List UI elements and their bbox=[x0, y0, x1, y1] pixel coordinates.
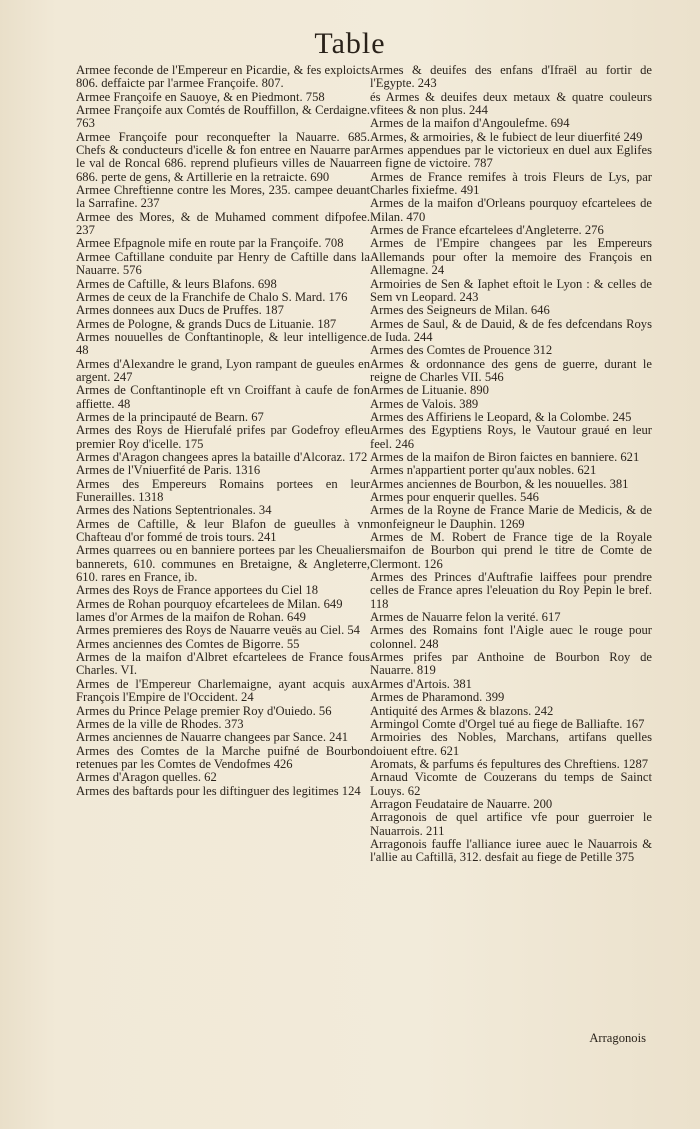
index-entry: Armes des Romains font l'Aigle auec le rouge pour colonnel. 248 bbox=[370, 623, 652, 651]
index-entry: Armes de la principauté de Bearn. 67 bbox=[76, 409, 264, 424]
index-entry: Armes d'Aragon changees apres la bataille d'Alcoraz. 172 bbox=[76, 449, 368, 464]
index-entry: Armes de Caftille, & leur Blafon de gueulles à vn Chafteau d'or fommé de trois tours. 241 bbox=[76, 516, 370, 545]
index-entry: Arragonois fauffe l'alliance iuree auec le Nauarrois & l'allie au Caftillā, 312. desfait au fiege de Petille 375 bbox=[370, 836, 652, 865]
index-entry: Armes pour enquerir quelles. 546 bbox=[370, 490, 539, 504]
index-entry: Armes de l'Empereur Charlemaigne, ayant acquis aux François l'Empire de l'Occident. 24 bbox=[76, 676, 370, 705]
index-entry: Armes de Rohan pourquoy efcartelees de Milan. 649 bbox=[76, 596, 343, 611]
index-entry: Armoiries des Nobles, Marchans, artifans quelles doiuent eftre. 621 bbox=[370, 730, 652, 758]
index-entry: Armes d'Alexandre le grand, Lyon rampant de gueules en argent. 247 bbox=[76, 356, 370, 384]
index-entry: lames d'or Armes de la maifon de Rohan. 649 bbox=[76, 610, 306, 625]
index-entry: Armes des Egyptiens Roys, le Vautour graué en leur feel. 246 bbox=[370, 423, 652, 451]
index-entry: Armee Françoife pour reconquefter la Nauarre. 685. Chefs & conducteurs d'icelle & fon entree en Nauarre par le val de Roncal 686. reprend plufieurs villes de Nauarre 686. perte de gens, & Artillerie en la retraicte. 690 bbox=[76, 129, 370, 184]
index-entry: Armes de la ville de Rhodes. 373 bbox=[76, 716, 244, 731]
index-entry: Armes de M. Robert de France tige de la Royale maifon de Bourbon qui prend le titre de Comte de Clermont. 126 bbox=[370, 530, 652, 571]
index-entry: Armes & deuifes des enfans d'Ifraël au fortir de l'Egypte. 243 bbox=[370, 63, 652, 91]
index-entry: Armee Chreftienne contre les Mores, 235. campee deuant la Sarrafine. 237 bbox=[76, 183, 370, 211]
index-entry: Armes de ceux de la Franchife de Chalo S. Mard. 176 bbox=[76, 289, 348, 304]
index-entry: Armes de la maifon d'Angoulefme. 694 bbox=[370, 116, 570, 131]
index-entry: Armes des Seigneurs de Milan. 646 bbox=[370, 303, 550, 318]
index-entry: Armes des Comtes de la Marche puifné de Bourbon retenues par les Comtes de Vendofmes 426 bbox=[76, 743, 370, 771]
index-entry: Armes d'Aragon quelles. 62 bbox=[76, 770, 217, 785]
index-entry: Armes de Conftantinople eft vn Croiffant à caufe de fon affiette. 48 bbox=[76, 383, 370, 411]
index-entry: Armes anciennes des Comtes de Bigorre. 55 bbox=[76, 636, 300, 651]
index-entry: Arragon Feudataire de Nauarre. 200 bbox=[370, 796, 553, 811]
index-entry: Armes de France remifes à trois Fleurs de Lys, par Charles fixiefme. 491 bbox=[370, 169, 652, 198]
index-column-right bbox=[370, 64, 652, 865]
index-entry: Arnaud Vicomte de Couzerans du temps de Sainct Louys. 62 bbox=[370, 770, 652, 798]
index-entry: Armes prifes par Anthoine de Bourbon Roy de Nauarre. 819 bbox=[370, 650, 652, 678]
index-entry: Armes donnees aux Ducs de Pruffes. 187 bbox=[76, 303, 284, 318]
index-entry: Armes de Pharamond. 399 bbox=[370, 690, 505, 705]
index-entry: Armes appendues par le victorieux en duel aux Eglifes en figne de victoire. 787 bbox=[370, 143, 652, 171]
index-entry: Arragonois de quel artifice vfe pour guerroier le Nauarrois. 211 bbox=[370, 810, 652, 838]
index-entry: Armes d'Artois. 381 bbox=[370, 676, 472, 691]
index-entry: Armes de Caftille, & leurs Blafons. 698 bbox=[76, 276, 277, 291]
index-entry: Armes des Roys de Hierufalé prifes par Godefroy efleu premier Roy d'icelle. 175 bbox=[76, 423, 370, 451]
index-entry: Antiquité des Armes & blazons. 242 bbox=[370, 703, 554, 718]
index-entry: Armes de Valois. 389 bbox=[370, 396, 479, 411]
index-entry: Armes de Pologne, & grands Ducs de Lituanie. 187 bbox=[76, 316, 337, 331]
index-entry: Armes & ordonnance des gens de guerre, durant le reigne de Charles VII. 546 bbox=[370, 356, 652, 384]
index-entry: Armes des Roys de France apportees du Ciel 18 bbox=[76, 583, 319, 598]
index-entry: Armes des Princes d'Auftrafie laiffees pour prendre celles de France apres l'eleuation du Roy Pepin le bref. 118 bbox=[370, 570, 652, 611]
index-entry: Armes de Lituanie. 890 bbox=[370, 383, 489, 398]
index-entry: Armes anciennes de Nauarre changees par Sance. 241 bbox=[76, 730, 349, 745]
index-entry: Armes quarrees ou en banniere portees par les Cheualiers bannerets, 610. communes en Bretaigne, & Angleterre, 610. rares en France, ib. bbox=[76, 543, 370, 585]
index-entry: Armes des Empereurs Romains portees en leur Funerailles. 1318 bbox=[76, 476, 370, 504]
index-entry: Armes de la maifon d'Albret efcartelees de France fous Charles. VI. bbox=[76, 650, 370, 678]
index-entry: Armes de la maifon d'Orleans pourquoy efcartelees de Milan. 470 bbox=[370, 196, 652, 224]
index-entry: Armes de l'Vniuerfité de Paris. 1316 bbox=[76, 463, 261, 478]
index-entry: Armes premieres des Roys de Nauarre veuës au Ciel. 54 bbox=[76, 623, 360, 638]
index-entry: Armes n'appartient porter qu'aux nobles. 621 bbox=[370, 463, 597, 478]
index-entry: Armes des Nations Septentrionales. 34 bbox=[76, 503, 272, 518]
index-entry: Aromats, & parfums és fepultures des Chreftiens. 1287 bbox=[370, 756, 649, 771]
index-entry: Armes de France efcartelees d'Angleterre. 276 bbox=[370, 223, 604, 238]
index-entry: Armes de la maifon de Biron faictes en banniere. 621 bbox=[370, 449, 640, 464]
index-entry: Armes de Nauarre felon la verité. 617 bbox=[370, 610, 561, 625]
index-entry: Armes des Comtes de Prouence 312 bbox=[370, 343, 553, 358]
index-entry: Armoiries de Sen & Iaphet eftoit le Lyon : & celles de Sem vn Leopard. 243 bbox=[370, 276, 652, 304]
index-entry: Armee Caftillane conduite par Henry de Caftille dans la Nauarre. 576 bbox=[76, 249, 370, 278]
index-entry: Armes de l'Empire changees par les Empereurs Allemands pour ofter la memoire des François en Allemagne. 24 bbox=[370, 236, 652, 278]
index-entry: Armingol Comte d'Orgel tué au fiege de Balliafte. 167 bbox=[370, 716, 645, 731]
index-entry: Armee Efpagnole mife en route par la Françoife. 708 bbox=[76, 236, 344, 251]
catchword: Arragonois bbox=[589, 1031, 646, 1045]
index-entry: Armee des Mores, & de Muhamed comment difpofee. 237 bbox=[76, 209, 370, 238]
index-entry: Armee Françoife en Sauoye, & en Piedmont. 758 bbox=[76, 89, 325, 104]
index-column-left bbox=[76, 64, 370, 798]
index-entry: Armes des Affiriens le Leopard, & la Colombe. 245 bbox=[370, 409, 632, 424]
index-entry: Armes du Prince Pelage premier Roy d'Ouiedo. 56 bbox=[76, 703, 332, 718]
index-entry: Armes de la Royne de France Marie de Medicis, & de monfeigneur le Dauphin. 1269 bbox=[370, 503, 652, 531]
index-entry: Armes des baftards pour les diftinguer des legitimes 124 bbox=[76, 783, 361, 798]
index-entry: Armee feconde de l'Empereur en Picardie, & fes exploicts 806. deffaicte par l'armee Françoife. 807. bbox=[76, 63, 370, 91]
page-title: Table bbox=[314, 27, 386, 60]
index-entry: Armee Françoife aux Comtés de Rouffillon, & Cerdaigne. 763 bbox=[76, 103, 370, 131]
index-entry: Armes de Saul, & de Dauid, & de fes defcendans Roys de Iuda. 244 bbox=[370, 316, 652, 344]
index-entry: Armes nouuelles de Conftantinople, & leur intelligence. 48 bbox=[76, 329, 370, 358]
index-entry: Armes anciennes de Bourbon, & les nouuelles. 381 bbox=[370, 476, 629, 491]
index-entry: Armes, & armoiries, & le fubiect de leur diuerfité 249 bbox=[370, 129, 643, 144]
index-entry: és Armes & deuifes deux metaux & quatre couleurs vfitees & non plus. 244 bbox=[370, 89, 652, 118]
